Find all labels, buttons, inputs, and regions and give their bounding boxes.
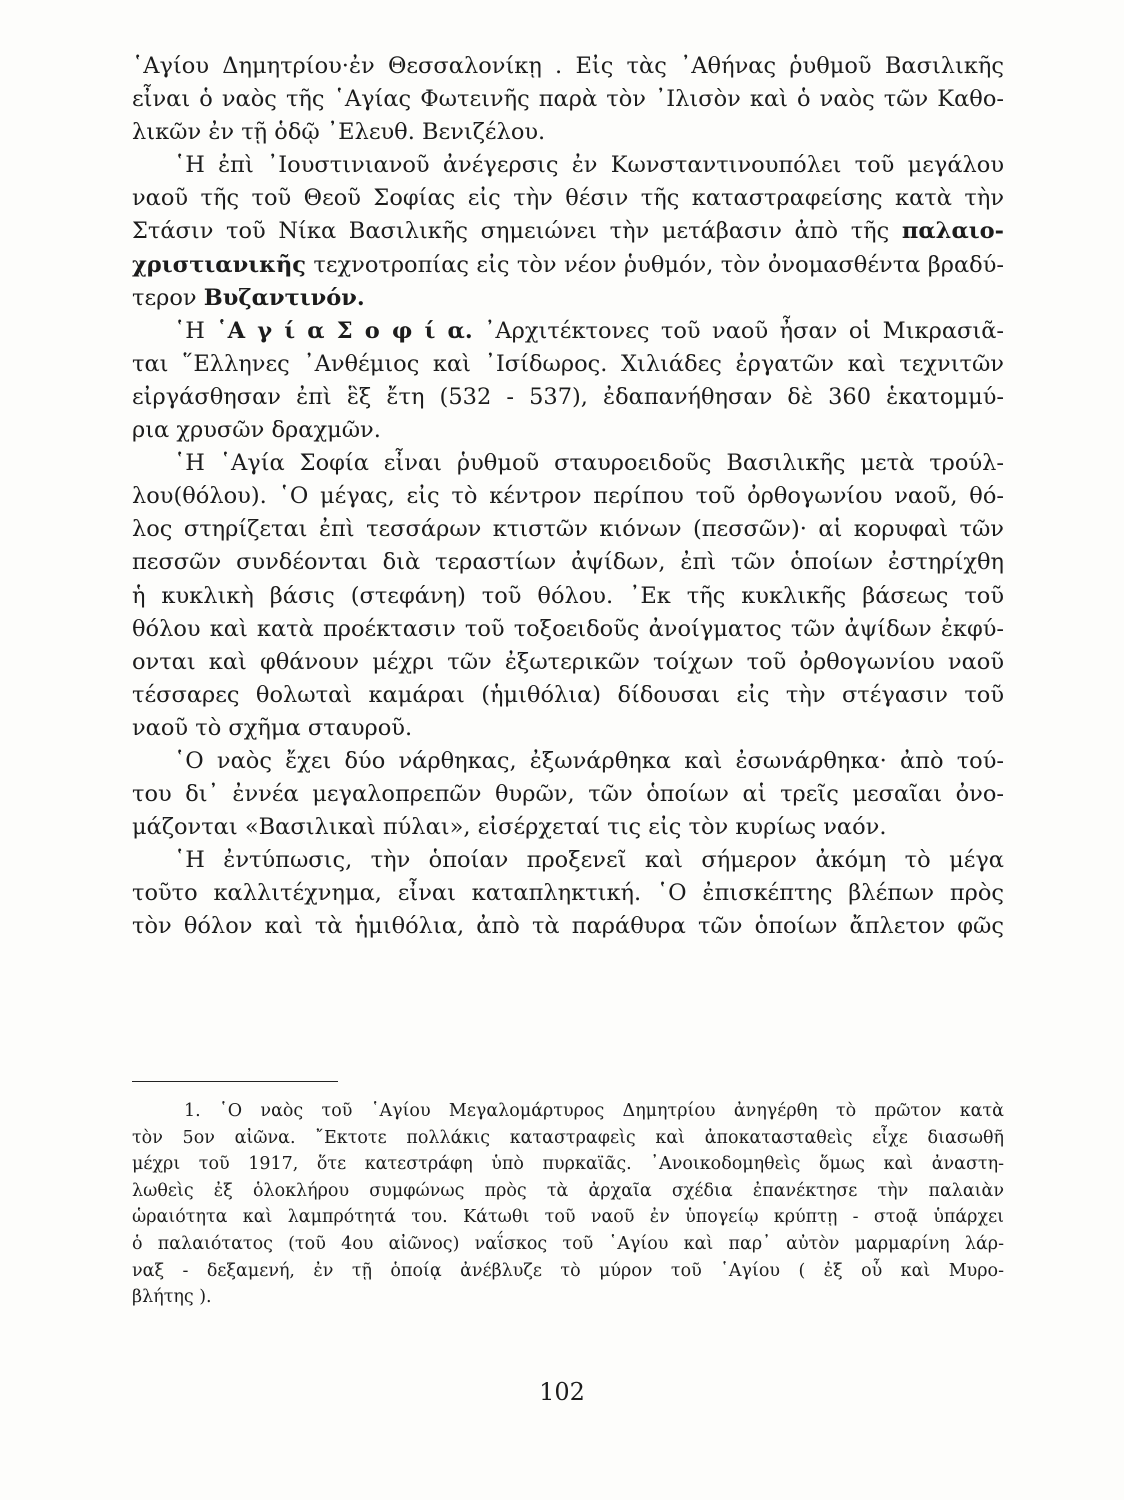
text-line: ναοῦ τῆς τοῦ Θεοῦ Σοφίας εἰς τὴν θέσιν τῆς καταστραφείσης κατὰ τὴν	[132, 185, 1004, 212]
body-text	[132, 50, 1004, 944]
bold-term-palaio: παλαιο-	[901, 218, 1004, 245]
text-line: τὸν θόλον καὶ τὰ ἡμιθόλια, ἀπὸ τὰ παράθυρα τῶν ὁποίων ἄπλετον φῶς	[132, 913, 1004, 940]
page-number: 102	[539, 1378, 585, 1406]
text-line: λικῶν ἐν τῇ ὁδῷ ᾿Ελευθ. Βενιζέλου.	[132, 119, 546, 146]
text-line: ἡ κυκλικὴ βάσις (στεφάνη) τοῦ θόλου. ᾿Εκ τῆς κυκλικῆς βάσεως τοῦ	[132, 582, 1004, 609]
text-span: Στάσιν τοῦ Νίκα Βασιλικῆς σημειώνει τὴν μετάβασιν ἀπὸ τῆς	[132, 218, 902, 245]
text-span: τερον	[132, 284, 204, 311]
text-line: ῾Αγίου Δημητρίου·ἐν Θεσσαλονίκῃ . Εἰς τὰς ᾿Αθήνας ῥυθμοῦ Βασιλικῆς	[132, 53, 1004, 79]
text-line: του δι᾿ ἐννέα μεγαλοπρεπῶν θυρῶν, τῶν ὁποίων αἱ τρεῖς μεσαῖαι ὀνο-	[132, 781, 1004, 808]
text-line	[132, 282, 1004, 315]
text-span: τεχνοτροπίας εἰς τὸν νέον ῥυθμόν, τὸν ὀνομασθέντα βραδύ-	[306, 251, 1004, 278]
text-line: ναοῦ τὸ σχῆμα σταυροῦ.	[132, 714, 413, 741]
footnote-line: ὡραιότητα καὶ λαμπρότητά του. Κάτωθι τοῦ ναοῦ ἐν ὑπογείῳ κρύπτῃ - στοᾷ ὑπάρχει	[132, 1207, 1004, 1228]
footnote-line: 1. ῾Ο ναὸς τοῦ ῾Αγίου Μεγαλομάρτυρος Δημητρίου ἀνηγέρθη τὸ πρῶτον κατὰ	[184, 1101, 1004, 1121]
text-line	[132, 215, 1004, 248]
text-line: ῾Ο ναὸς ἔχει δύο νάρθηκας, ἐξωνάρθηκα καὶ ἐσωνάρθηκα· ἀπὸ τού-	[174, 747, 1004, 774]
footnote-line: ναξ - δεξαμενή, ἐν τῇ ὁποίᾳ ἀνέβλυζε τὸ μύρον τοῦ ῾Αγίου ( ἐξ οὗ καὶ Μυρο-	[132, 1260, 1004, 1281]
text-line: τοῦτο καλλιτέχνημα, εἶναι καταπληκτική. ῾Ο ἐπισκέπτης βλέπων πρὸς	[132, 880, 1004, 907]
text-line: πεσσῶν συνδέονται διὰ τεραστίων ἀψίδων, ἐπὶ τῶν ὁποίων ἐστηρίχθη	[132, 549, 1004, 576]
footnote-line: βλήτης ).	[132, 1287, 212, 1308]
text-line: ται ῞Ελληνες ᾿Ανθέμιος καὶ ᾿Ισίδωρος. Χιλιάδες ἐργατῶν καὶ τεχνιτῶν	[132, 350, 1004, 377]
bold-term-byzantinon: Βυζαντινόν.	[203, 284, 365, 311]
text-line: ῾Η ἐντύπωσις, τὴν ὁποίαν προξενεῖ καὶ σήμερον ἀκόμη τὸ μέγα	[174, 847, 1004, 874]
text-line: λου(θόλου). ῾Ο μέγας, εἰς τὸ κέντρον περίπου τοῦ ὀρθογωνίου ναοῦ, θό-	[132, 483, 1004, 510]
text-line: τέσσαρες θολωταὶ καμάραι (ἡμιθόλια) δίδουσαι εἰς τὴν στέγασιν τοῦ	[132, 681, 1004, 708]
text-line: ρια χρυσῶν δραχμῶν.	[132, 417, 381, 444]
footnote-line: μέχρι τοῦ 1917, ὅτε κατεστράφη ὑπὸ πυρκαϊᾶς. ᾿Ανοικοδομηθεὶς ὅμως καὶ ἀναστη-	[132, 1154, 1004, 1175]
text-line: εἶναι ὁ ναὸς τῆς ῾Αγίας Φωτεινῆς παρὰ τὸν ᾿Ιλισὸν καὶ ὁ ναὸς τῶν Καθο-	[132, 86, 1004, 113]
footnote-separator-rule	[132, 1081, 338, 1082]
text-line: ῾Η ἐπὶ ᾿Ιουστινιανοῦ ἀνέγερσις ἐν Κωνσταντινουπόλει τοῦ μεγάλου	[174, 152, 1004, 179]
text-line: θόλου καὶ κατὰ προέκτασιν τοῦ τοξοειδοῦς ἀνοίγματος τῶν ἀψίδων ἐκφύ-	[132, 615, 1004, 642]
section-heading-agia-sofia: ῾Α γ ί α Σ ο φ ί α.	[216, 317, 473, 344]
text-line: εἰργάσθησαν ἐπὶ ἓξ ἔτη (532 - 537), ἐδαπανήθησαν δὲ 360 ἑκατομμύ-	[132, 383, 1004, 410]
footnote-line: λωθεὶς ἐξ ὁλοκλήρου συμφώνως πρὸς τὰ ἀρχαῖα σχέδια ἐπανέκτησε τὴν παλαιὰν	[132, 1180, 1004, 1201]
footnote-line: ὁ παλαιότατος (τοῦ 4ου αἰῶνος) ναΐσκος τοῦ ῾Αγίου καὶ παρ᾿ αὐτὸν μαρμαρίνη λάρ-	[132, 1233, 1004, 1254]
text-line	[132, 249, 1004, 282]
bold-term-christianikis: χριστιανικῆς	[132, 251, 307, 278]
text-line: ῾Η ῾Αγία Σοφία εἶναι ῥυθμοῦ σταυροειδοῦς Βασιλικῆς μετὰ τρούλ-	[174, 450, 1004, 477]
text-line: ονται καὶ φθάνουν μέχρι τῶν ἐξωτερικῶν τοίχων τοῦ ὀρθογωνίου ναοῦ	[132, 648, 1004, 675]
text-line: μάζονται «Βασιλικαὶ πύλαι», εἰσέρχεταί τις εἰς τὸν κυρίως ναόν.	[132, 814, 887, 841]
footnote-line: τὸν 5ον αἰῶνα. ῎Εκτοτε πολλάκις καταστραφεὶς καὶ ἀποκατασταθεὶς εἶχε διασωθῆ	[132, 1127, 1004, 1148]
text-span: ῾Η	[174, 317, 217, 344]
text-span: ᾿Αρχιτέκτονες τοῦ ναοῦ ἦσαν οἱ Μικρασιᾶ-	[472, 317, 1004, 344]
text-line	[132, 315, 1004, 348]
footnote	[132, 1098, 1004, 1311]
text-line: λος στηρίζεται ἐπὶ τεσσάρων κτιστῶν κιόνων (πεσσῶν)· αἱ κορυφαὶ τῶν	[132, 516, 1004, 543]
